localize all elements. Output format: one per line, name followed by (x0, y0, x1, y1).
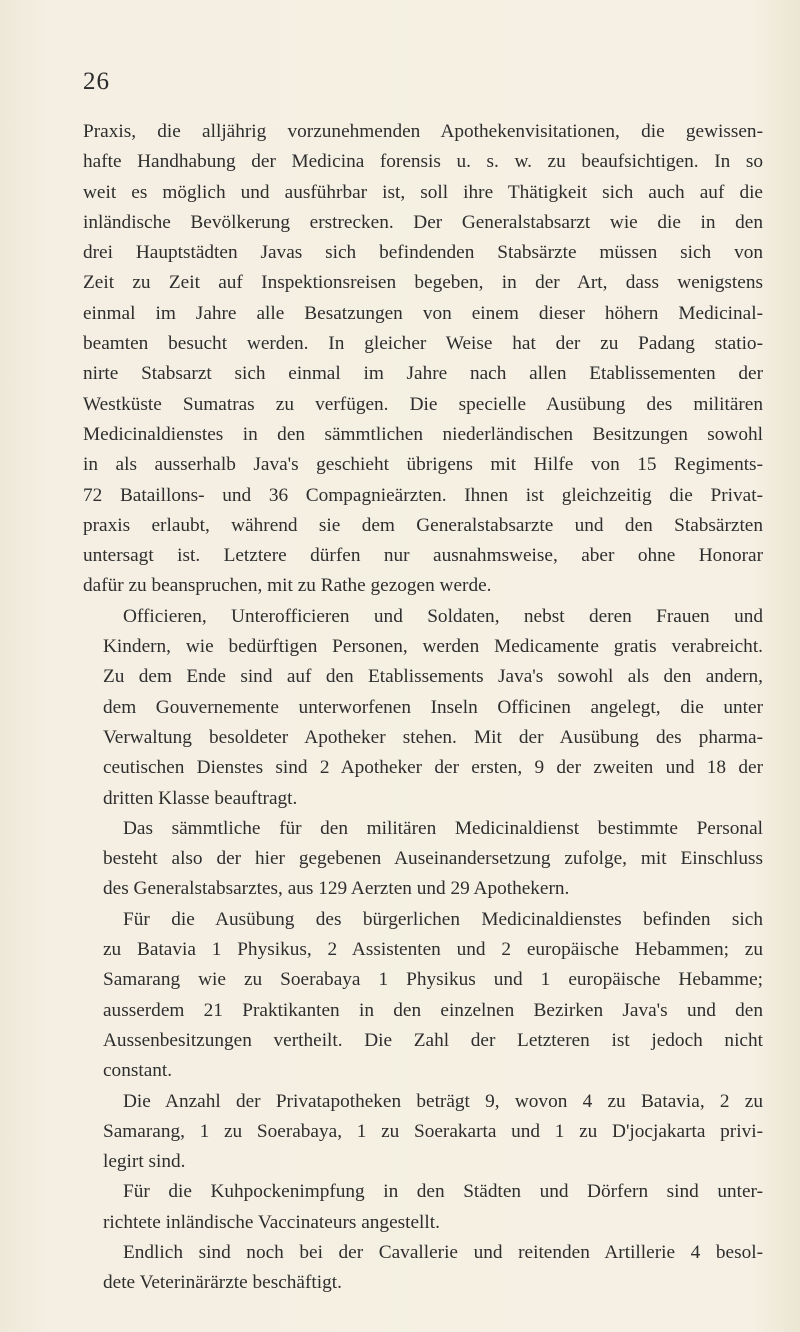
text-line: legirt sind. (103, 1151, 186, 1173)
paragraph (83, 905, 763, 1087)
text-line: ceutischen Dienstes sind 2 Apotheker der ersten, 9 der zweiten und 18 der (103, 757, 763, 779)
text-line: Für die Kuhpockenimpfung in den Städten und Dörfern sind unter- (123, 1181, 763, 1203)
text-line: beamten besucht werden. In gleicher Weise hat der zu Padang statio- (83, 333, 763, 355)
text-line: Verwaltung besoldeter Apotheker stehen. Mit der Ausübung des pharma- (103, 726, 763, 748)
paragraph (83, 1238, 763, 1299)
text-line: Endlich sind noch bei der Cavallerie und reitenden Artillerie 4 besol- (123, 1241, 763, 1263)
text-line: 72 Bataillons- und 36 Compagnieärzten. Ihnen ist gleichzeitig die Privat- (83, 484, 763, 506)
text-line: Zeit zu Zeit auf Inspektionsreisen begeben, in der Art, dass wenigstens (83, 272, 763, 294)
text-line: Samarang, 1 zu Soerabaya, 1 zu Soerakarta und 1 zu D'jocjakarta privi- (103, 1120, 763, 1142)
paragraph (83, 1177, 763, 1238)
text-line: nirte Stabsarzt sich einmal im Jahre nach allen Etablissementen der (83, 363, 763, 385)
text-line: weit es möglich und ausführbar ist, soll ihre Thätigkeit sich auch auf die (83, 181, 763, 203)
text-line: besteht also der hier gegebenen Auseinandersetzung zufolge, mit Einschluss (103, 848, 763, 870)
text-line: dete Veterinärärzte beschäftigt. (103, 1272, 342, 1294)
text-line: einmal im Jahre alle Besatzungen von einem dieser höhern Medicinal- (83, 302, 763, 324)
text-line: Samarang wie zu Soerabaya 1 Physikus und 1 europäische Hebamme; (103, 969, 763, 991)
text-line: praxis erlaubt, während sie dem Generalstabsarzte und den Stabsärzten (83, 514, 763, 536)
text-line: Für die Ausübung des bürgerlichen Medicinaldienstes befinden sich (123, 908, 763, 930)
text-line: Praxis, die alljährig vorzunehmenden Apothekenvisitationen, die gewissen- (83, 121, 763, 142)
text-line: constant. (103, 1060, 173, 1082)
text-line: drei Hauptstädten Javas sich befindenden Stabsärzte müssen sich von (83, 242, 763, 264)
text-line: Medicinaldienstes in den sämmtlichen niederländischen Besitzungen sowohl (83, 423, 763, 445)
text-line: richtete inländische Vaccinateurs angestellt. (103, 1211, 440, 1233)
text-line: dafür zu beanspruchen, mit zu Rathe gezogen werde. (83, 575, 492, 597)
text-line: inländische Bevölkerung erstrecken. Der Generalstabsarzt wie die in den (83, 211, 763, 233)
page-number: 26 (83, 68, 110, 95)
text-line: Aussenbesitzungen vertheilt. Die Zahl der Letzteren ist jedoch nicht (103, 1029, 763, 1051)
text-line: Zu dem Ende sind auf den Etablissements Java's sowohl als den andern, (103, 666, 763, 688)
text-line: zu Batavia 1 Physikus, 2 Assistenten und 2 europäische Hebammen; zu (103, 939, 763, 961)
text-line: untersagt ist. Letztere dürfen nur ausnahmsweise, aber ohne Honorar (83, 545, 763, 567)
paragraph (83, 117, 763, 602)
paragraph (83, 814, 763, 905)
body-text (83, 117, 763, 1299)
text-line: ausserdem 21 Praktikanten in den einzelnen Bezirken Java's und den (103, 999, 763, 1021)
text-line: Kindern, wie bedürftigen Personen, werden Medicamente gratis verabreicht. (103, 636, 763, 658)
text-line: dritten Klasse beauftragt. (103, 787, 298, 809)
text-line: Das sämmtliche für den militären Medicinaldienst bestimmte Personal (123, 817, 763, 839)
text-line: Die Anzahl der Privatapotheken beträgt 9, wovon 4 zu Batavia, 2 zu (123, 1090, 763, 1112)
text-line: Westküste Sumatras zu verfügen. Die specielle Ausübung des militären (83, 393, 763, 415)
text-line: hafte Handhabung der Medicina forensis u. s. w. zu beaufsichtigen. In so (83, 151, 763, 173)
text-line: des Generalstabsarztes, aus 129 Aerzten und 29 Apothekern. (103, 878, 570, 900)
paragraph (83, 1087, 763, 1178)
text-line: dem Gouvernemente unterworfenen Inseln Officinen angelegt, die unter (103, 696, 763, 718)
text-line: in als ausserhalb Java's geschieht übrigens mit Hilfe von 15 Regiments- (83, 454, 763, 476)
paragraph (83, 602, 763, 814)
text-line: Officieren, Unterofficieren und Soldaten, nebst deren Frauen und (123, 605, 763, 627)
